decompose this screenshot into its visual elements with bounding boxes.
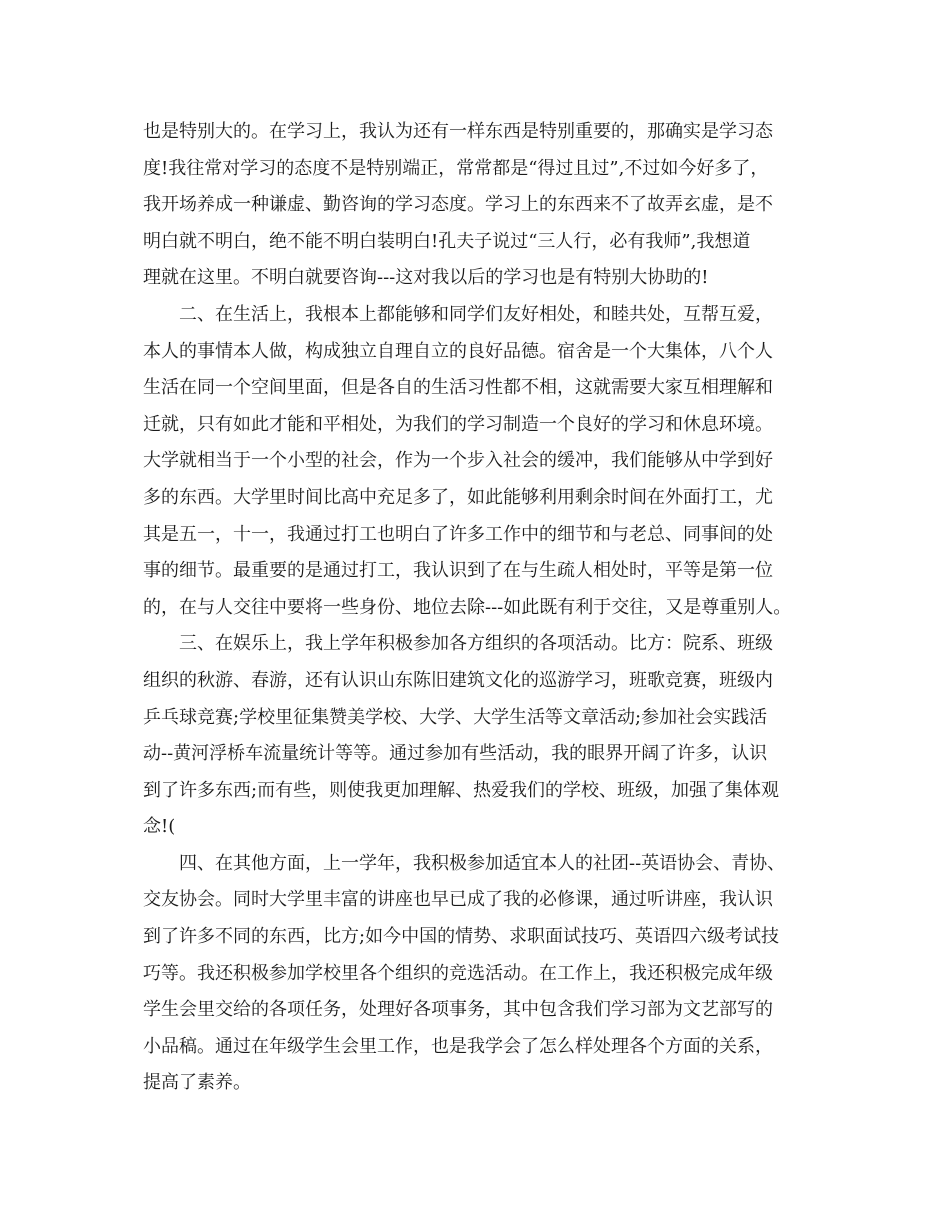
text-line: 组织的秋游、春游，还有认识山东陈旧建筑文化的巡游学习，班歌竞赛，班级内 bbox=[143, 669, 773, 691]
text-line: 迁就，只有如此才能和平相处，为我们的学习制造一个良好的学习和休息环境。 bbox=[143, 413, 773, 435]
text-line: 三、在娱乐上，我上学年积极参加各方组织的各项活动。比方：院系、班级 bbox=[179, 633, 773, 655]
text-line: 到了许多东西;而有些，则使我更加理解、热爱我们的学校、班级，加强了集体观 bbox=[143, 779, 780, 801]
paragraph-4 bbox=[143, 846, 823, 1102]
text-line: 四、在其他方面，上一学年，我积极参加适宜本人的社团--英语协会、青协、 bbox=[179, 852, 786, 874]
text-line: 事的细节。最重要的是通过打工，我认识到了在与生疏人相处时，平等是第一位 bbox=[143, 560, 773, 582]
text-line: 小品稿。通过在年级学生会里工作，也是我学会了怎么样处理各个方面的关系， bbox=[143, 1035, 773, 1057]
text-line: 度!我往常对学习的态度不是特别端正，常常都是“得过且过”,不过如今好多了， bbox=[143, 157, 769, 179]
text-line: 其是五一，十一，我通过打工也明白了许多工作中的细节和与老总、同事间的处 bbox=[143, 523, 773, 545]
text-line: 多的东西。大学里时间比高中充足多了，如此能够利用剩余时间在外面打工，尤 bbox=[143, 486, 773, 508]
text-line: 念!( bbox=[143, 816, 176, 838]
paragraph-3 bbox=[143, 626, 823, 846]
text-line: 也是特别大的。在学习上，我认为还有一样东西是特别重要的，那确实是学习态 bbox=[143, 121, 773, 142]
document-body bbox=[143, 114, 823, 1102]
text-line: 生活在同一个空间里面，但是各自的生活习性都不相，这就需要大家互相理解和 bbox=[143, 377, 773, 399]
text-line: 明白就不明白，绝不能不明白装明白!孔夫子说过“三人行，必有我师”,我想道 bbox=[143, 230, 751, 252]
text-line: 交友协会。同时大学里丰富的讲座也早已成了我的必修课，通过听讲座，我认识 bbox=[143, 889, 773, 911]
text-line: 到了许多不同的东西，比方;如今中国的情势、求职面试技巧、英语四六级考试技 bbox=[143, 926, 780, 948]
text-line: 二、在生活上，我根本上都能够和同学们友好相处，和睦共处，互帮互爱， bbox=[179, 303, 773, 325]
text-line: 学生会里交给的各项任务，处理好各项事务，其中包含我们学习部为文艺部写的 bbox=[143, 999, 773, 1021]
text-line: 理就在这里。不明白就要咨询---这对我以后的学习也是有特别大协助的! bbox=[143, 267, 709, 289]
text-line: 乒乓球竞赛;学校里征集赞美学校、大学、大学生活等文章活动;参加社会实践活 bbox=[143, 706, 768, 728]
paragraph-2 bbox=[143, 297, 823, 626]
text-line: 提高了素养。 bbox=[143, 1072, 251, 1094]
text-line: 的，在与人交往中要将一些身份、地位去除---如此既有利于交往，又是尊重别人。 bbox=[143, 596, 792, 618]
text-line: 动--黄河浮桥车流量统计等等。通过参加有些活动，我的眼界开阔了许多，认识 bbox=[143, 743, 768, 765]
text-line: 大学就相当于一个小型的社会，作为一个步入社会的缓冲，我们能够从中学到好 bbox=[143, 450, 773, 472]
paragraph-1 bbox=[143, 114, 823, 297]
text-line: 本人的事情本人做，构成独立自理自立的良好品德。宿舍是一个大集体，八个人 bbox=[143, 340, 773, 362]
text-line: 我开场养成一种谦虚、勤咨询的学习态度。学习上的东西来不了故弄玄虚，是不 bbox=[143, 194, 773, 216]
text-line: 巧等。我还积极参加学校里各个组织的竞选活动。在工作上，我还积极完成年级 bbox=[143, 962, 773, 984]
